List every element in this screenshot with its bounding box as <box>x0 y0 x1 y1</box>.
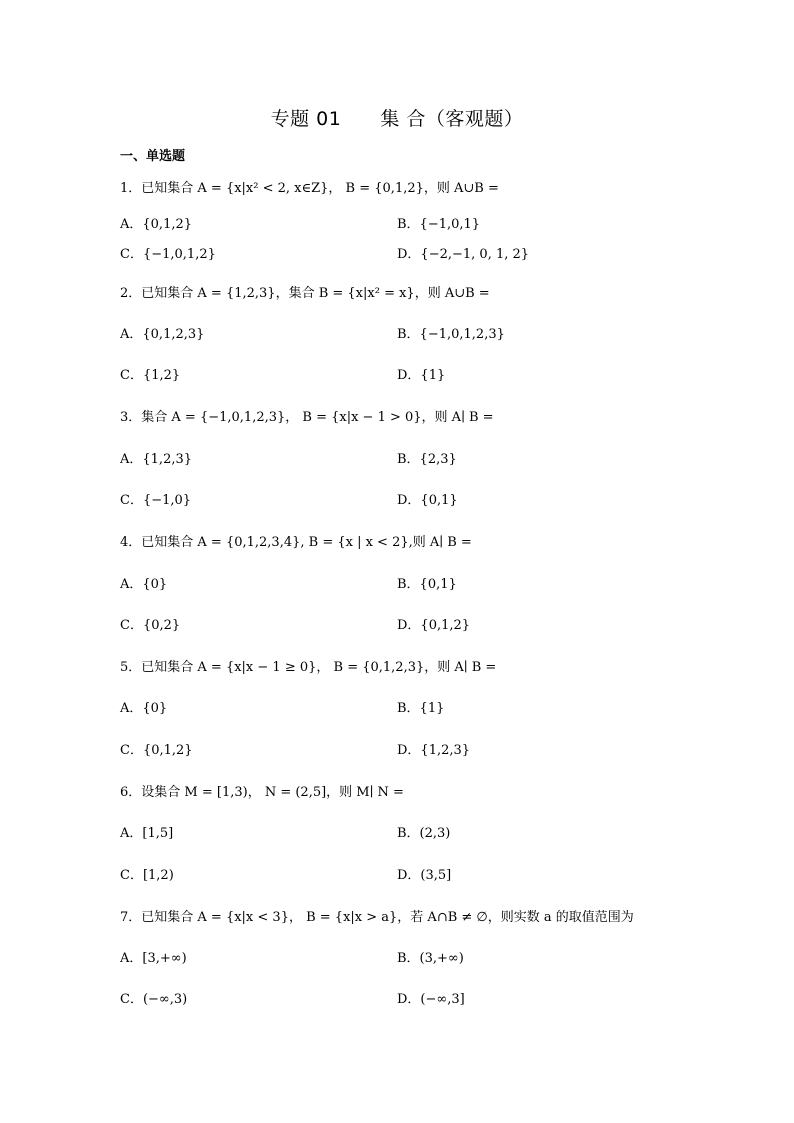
question-6-option-c: C．[1,2) <box>120 868 174 883</box>
question-1-option-c: C．{−1,0,1,2} <box>120 247 216 262</box>
question-6-option-a: A．[1,5] <box>120 826 174 841</box>
question-2-option-d: D．{1} <box>397 368 446 383</box>
question-7-option-a: A．[3,+∞) <box>120 951 187 966</box>
question-7-stem: 7．已知集合 A = {x|x < 3}， B = {x|x > a}，若 A∩B ≠ ∅，则实数 a 的取值范围为 <box>120 910 634 925</box>
question-1-stem: 1．已知集合 A = {x|x² < 2, x∈Z}， B = {0,1,2}，则 A∪B = <box>120 181 499 196</box>
question-6-option-b: B．(2,3) <box>397 826 451 841</box>
question-4-option-d: D．{0,1,2} <box>397 618 471 633</box>
section-heading: 一、单选题 <box>120 149 186 164</box>
question-7-option-b: B．(3,+∞) <box>397 951 464 966</box>
question-1-option-b: B．{−1,0,1} <box>397 217 481 232</box>
question-3-stem: 3．集合 A = {−1,0,1,2,3}， B = {x|x − 1 > 0}，则 A∣ B = <box>120 410 494 425</box>
question-4-option-a: A．{0} <box>120 577 168 592</box>
question-5-option-a: A．{0} <box>120 701 168 716</box>
question-5-option-d: D．{1,2,3} <box>397 743 471 758</box>
question-3-option-c: C．{−1,0} <box>120 493 192 508</box>
question-6-option-d: D．(3,5] <box>397 868 452 883</box>
question-5-stem: 5．已知集合 A = {x|x − 1 ≥ 0}， B = {0,1,2,3}，则 A∣ B = <box>120 660 497 675</box>
question-7-option-d: D．(−∞,3] <box>397 992 465 1007</box>
question-1-option-d: D．{−2,−1, 0, 1, 2} <box>397 247 530 262</box>
question-3-option-d: D．{0,1} <box>397 493 458 508</box>
question-2-option-b: B．{−1,0,1,2,3} <box>397 327 505 342</box>
question-5-option-b: B．{1} <box>397 701 445 716</box>
question-7-option-c: C．(−∞,3) <box>120 992 188 1007</box>
question-4-option-b: B．{0,1} <box>397 577 457 592</box>
question-1-option-a: A．{0,1,2} <box>120 217 193 232</box>
question-5-option-c: C．{0,1,2} <box>120 743 193 758</box>
question-4-option-c: C．{0,2} <box>120 618 181 633</box>
question-3-option-a: A．{1,2,3} <box>120 452 193 467</box>
question-6-stem: 6．设集合 M = [1,3)， N = (2,5]，则 M∣ N = <box>120 785 404 800</box>
question-2-option-a: A．{0,1,2,3} <box>120 327 205 342</box>
page-title: 专题 01 集 合（客观题） <box>270 108 524 130</box>
question-3-option-b: B．{2,3} <box>397 452 457 467</box>
question-2-option-c: C．{1,2} <box>120 368 181 383</box>
question-2-stem: 2．已知集合 A = {1,2,3}，集合 B = {x|x² = x}，则 A∪B = <box>120 286 490 301</box>
question-4-stem: 4．已知集合 A = {0,1,2,3,4}, B = {x | x < 2},则 A∣ B = <box>120 535 472 550</box>
